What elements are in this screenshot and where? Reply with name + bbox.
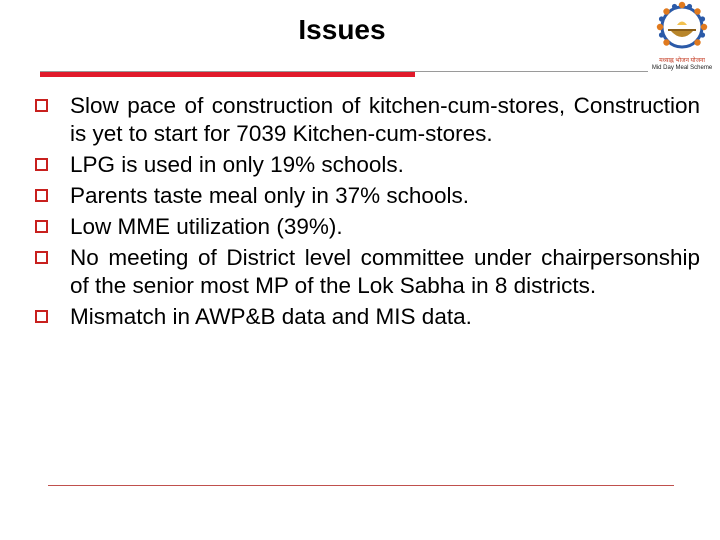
bullet-text: Slow pace of construction of kitchen-cum-stores, Construction is yet to start for 7039 Kitchen-cum-stores. [70, 93, 700, 146]
bullet-text: LPG is used in only 19% schools. [70, 152, 404, 177]
square-bullet-icon [35, 220, 48, 233]
issues-bullet-list [35, 92, 700, 334]
bullet-text: No meeting of District level committee under chairpersonship of the senior most MP of the Lok Sabha in 8 districts. [70, 245, 700, 298]
bullet-item [35, 92, 700, 148]
mid-day-meal-emblem-icon [644, 0, 720, 58]
square-bullet-icon [35, 310, 48, 323]
title-accent-bar [40, 72, 415, 77]
bullet-text: Mismatch in AWP&B data and MIS data. [70, 304, 472, 329]
square-bullet-icon [35, 158, 48, 171]
bullet-item [35, 213, 700, 241]
square-bullet-icon [35, 99, 48, 112]
square-bullet-icon [35, 251, 48, 264]
square-bullet-icon [35, 189, 48, 202]
bullet-item [35, 151, 700, 179]
slide-title: Issues [298, 14, 386, 45]
mid-day-meal-logo [644, 0, 720, 72]
bullet-text: Low MME utilization (39%). [70, 214, 343, 239]
bullet-text: Parents taste meal only in 37% schools. [70, 183, 469, 208]
bullet-item [35, 303, 700, 331]
logo-caption-hindi: मध्याह्न भोजन योजना [659, 58, 705, 64]
logo-caption [644, 58, 720, 72]
footer-divider-line [48, 485, 674, 486]
bullet-item [35, 244, 700, 300]
bullet-item [35, 182, 700, 210]
logo-caption-english: Mid Day Meal Scheme [651, 65, 713, 71]
